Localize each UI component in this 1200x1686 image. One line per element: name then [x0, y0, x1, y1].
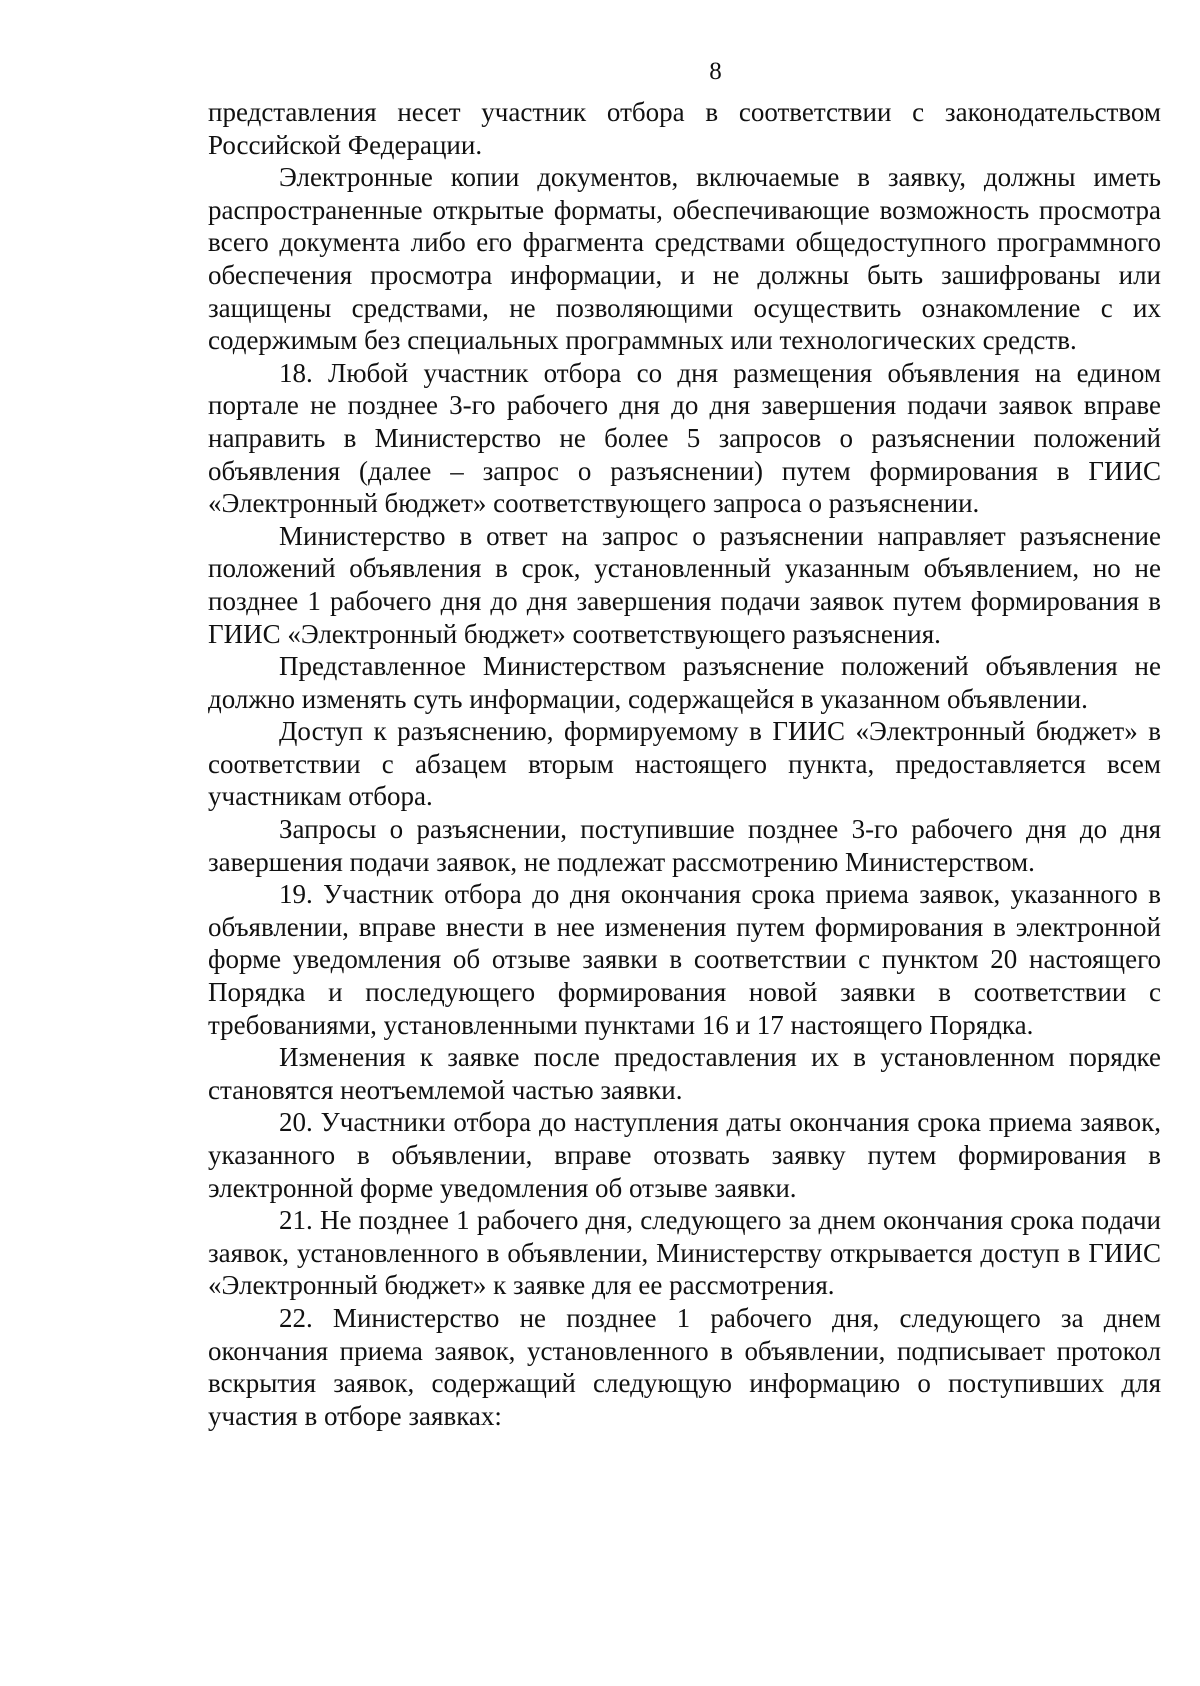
paragraph-item-19: 19. Участник отбора до дня окончания срока приема заявок, указанного в объявлении, вправе внести в нее изменения путем формирования в электронной форме уведомления об отзыве заявки в соответствии с пунктом 20 настоящего Порядка и последующего формирования новой заявки в соответствии с требованиями, установленными пунктами 16 и 17 настоящего Порядка.: [208, 879, 1161, 1040]
paragraph: Запросы о разъяснении, поступившие позднее 3-го рабочего дня до дня завершения подачи заявок, не подлежат рассмотрению Министерством.: [208, 814, 1161, 877]
document-body: [208, 96, 1161, 1432]
document-page: [208, 56, 1161, 1432]
paragraph-item-18: 18. Любой участник отбора со дня размещения объявления на едином портале не позднее 3-го рабочего дня до дня завершения подачи заявок вправе направить в Министерство не более 5 запросов о разъяснении положений объявления (далее – запрос о разъяснении) путем формирования в ГИИС «Электронный бюджет» соответствующего запроса о разъяснении.: [208, 357, 1161, 519]
paragraph: Представленное Министерством разъяснение положений объявления не должно изменять суть информации, содержащейся в указанном объявлении.: [208, 651, 1161, 714]
paragraph: Электронные копии документов, включаемые в заявку, должны иметь распространенные открытые форматы, обеспечивающие возможность просмотра всего документа либо его фрагмента средствами общедоступного программного обеспечения просмотра информации, и не должны быть зашифрованы или защищены средствами, не позволяющими осуществить ознакомление с их содержимым без специальных программных или технологических средств.: [208, 162, 1161, 356]
paragraph: Министерство в ответ на запрос о разъяснении направляет разъяснение положений объявления в срок, установленный указанным объявлением, но не позднее 1 рабочего дня до дня завершения подачи заявок путем формирования в ГИИС «Электронный бюджет» соответствующего разъяснения.: [208, 520, 1161, 649]
paragraph: представления несет участник отбора в соответствии с законодательством Российской Федерации.: [208, 97, 1161, 160]
paragraph: Доступ к разъяснению, формируемому в ГИИС «Электронный бюджет» в соответствии с абзацем вторым настоящего пункта, предоставляется всем участникам отбора.: [208, 716, 1161, 812]
paragraph-item-21: 21. Не позднее 1 рабочего дня, следующего за днем окончания срока подачи заявок, установленного в объявлении, Министерству открывается доступ в ГИИС «Электронный бюджет» к заявке для ее рассмотрения.: [208, 1205, 1161, 1301]
paragraph-item-22: 22. Министерство не позднее 1 рабочего дня, следующего за днем окончания приема заявок, установленного в объявлении, подписывает протокол вскрытия заявок, содержащий следующую информацию о поступивших для участия в отборе заявках:: [208, 1302, 1161, 1431]
page-number: 8: [709, 58, 722, 85]
paragraph-item-20: 20. Участники отбора до наступления даты окончания срока приема заявок, указанного в объявлении, вправе отозвать заявку путем формирования в электронной форме уведомления об отзыве заявки.: [208, 1107, 1161, 1203]
paragraph: Изменения к заявке после предоставления их в установленном порядке становятся неотъемлемой частью заявки.: [208, 1042, 1161, 1105]
